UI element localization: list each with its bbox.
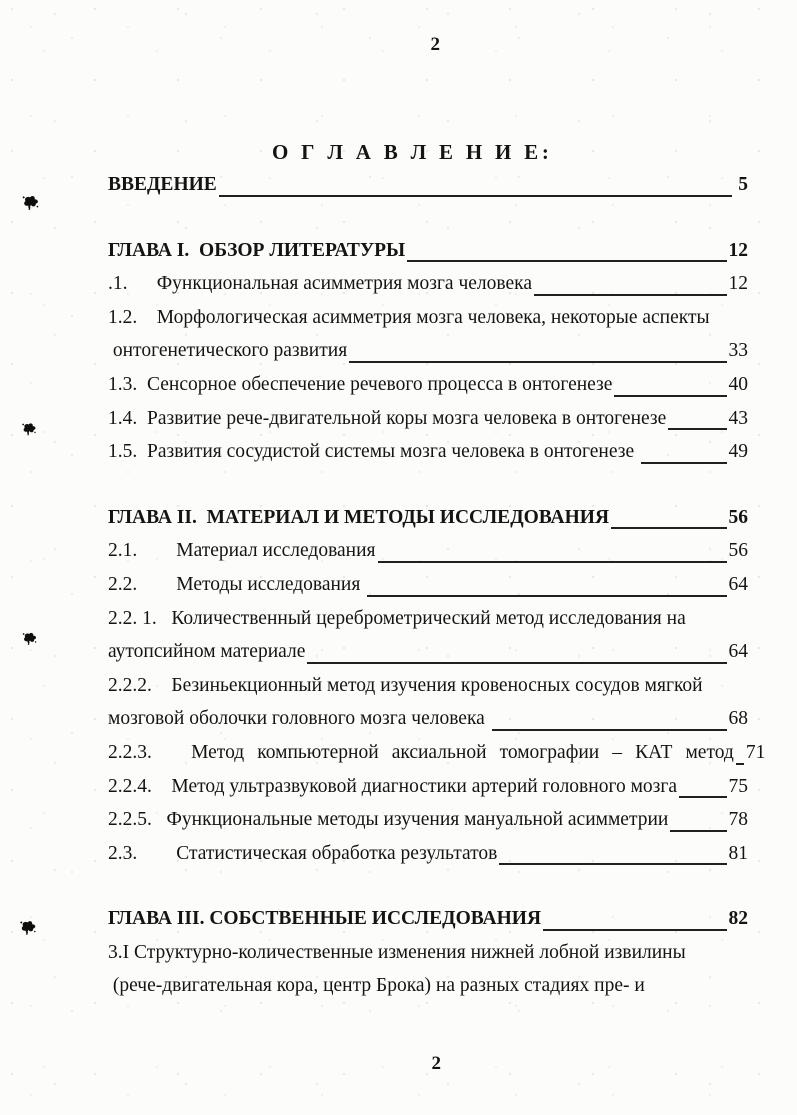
dot-leader-line: [378, 560, 727, 563]
toc-row: [108, 969, 748, 1003]
toc-row: [108, 267, 748, 301]
toc-row-heading: [108, 902, 748, 936]
toc-entry-text: ГЛАВА III. СОБСТВЕННЫЕ ИССЛЕДОВАНИЯ: [108, 908, 542, 930]
toc-page-number: 12: [728, 273, 748, 295]
dot-leader-line: [307, 661, 726, 664]
toc-page-number: 64: [728, 641, 748, 663]
dot-leader-line: [611, 526, 726, 529]
toc-entry-text: 1.3. Сенсорное обеспечение речевого процесса в онтогенезе: [108, 373, 613, 395]
toc-page-number: 56: [728, 506, 748, 528]
dot-leader-line: [367, 594, 726, 597]
toc-entry-text: 1.4. Развитие рече-двигательной коры мозга человека в онтогенезе: [108, 407, 667, 429]
toc-row: [108, 702, 748, 736]
toc-page-number: 71: [745, 741, 766, 763]
toc-page-number: 75: [728, 775, 748, 797]
toc-entry-text: 2.2.4. Метод ультразвуковой диагностики артерий головного мозга: [108, 775, 678, 797]
dot-leader-line: [543, 928, 726, 931]
ink-blot: [20, 420, 39, 437]
toc-entry-text: ГЛАВА I. ОБЗОР ЛИТЕРАТУРЫ: [108, 239, 406, 261]
toc-entry-text: аутопсийном материале: [108, 641, 306, 663]
toc-entry-text: 2.1. Материал исследования: [108, 540, 376, 562]
toc-page-number: 49: [728, 441, 748, 463]
toc-row: [108, 334, 748, 368]
toc-row: [108, 770, 748, 804]
toc-page-number: 78: [728, 809, 748, 831]
toc-entry-text: 2.2. 1. Количественный цереброметрический метод исследования на: [108, 607, 686, 629]
page-title: О Г Л А В Л Е Н И Е:: [272, 140, 553, 164]
toc-row: [108, 936, 748, 970]
toc-page-number: 40: [728, 373, 748, 395]
toc-entry-text: 2.3. Статистическая обработка результатов: [108, 842, 498, 864]
toc-row: [108, 301, 748, 335]
dot-leader-line: [534, 293, 727, 296]
dot-leader-line: [349, 360, 726, 363]
dot-leader-line: [407, 259, 726, 262]
toc-row: [108, 368, 748, 402]
toc-page-number: 64: [728, 573, 748, 595]
toc-page-number: 56: [728, 540, 748, 562]
ink-blot: [20, 192, 42, 212]
dot-leader-line: [492, 728, 727, 731]
toc-page-number: 81: [728, 842, 748, 864]
toc-row: [108, 402, 748, 436]
dot-leader-line: [670, 829, 726, 832]
toc-entry-text: (рече-двигательная кора, центр Брока) на разных стадиях пре- и: [108, 975, 645, 997]
toc-row-heading: [108, 234, 748, 268]
toc-row-heading: [108, 168, 748, 202]
toc-entry-text: 2.2. Методы исследования: [108, 573, 366, 595]
toc-page-number: 82: [728, 908, 748, 930]
dot-leader-line: [614, 394, 726, 397]
toc-row-heading: [108, 501, 748, 535]
toc-entry-text: 2.2.3. Метод компьютерной аксиальной томографии – КАТ метод: [108, 741, 734, 763]
toc-row: [108, 736, 766, 770]
ink-blot: [17, 918, 40, 936]
toc-entry-text: мозговой оболочки головного мозга человека: [108, 708, 490, 730]
dot-leader-line: [641, 461, 727, 464]
toc-entry-text: .1. Функциональная асимметрия мозга человека: [108, 273, 532, 295]
toc-row: [108, 803, 748, 837]
page-number-bottom: 2: [431, 1053, 442, 1074]
toc-page-number: 33: [728, 340, 748, 362]
page-number-top: 2: [430, 34, 441, 55]
toc-row: [108, 635, 748, 669]
table-of-contents: [108, 168, 766, 1003]
toc-entry-text: онтогенетического развития: [108, 340, 348, 362]
toc-entry-text: 1.5. Развития сосудистой системы мозга человека в онтогенезе: [108, 441, 639, 463]
dot-leader-line: [219, 194, 732, 197]
toc-entry-text: ГЛАВА II. МАТЕРИАЛ И МЕТОДЫ ИССЛЕДОВАНИЯ: [108, 506, 610, 528]
toc-entry-text: 1.2. Морфологическая асимметрия мозга человека, некоторые аспекты: [108, 306, 710, 328]
dot-leader-line: [736, 762, 744, 765]
toc-row: [108, 669, 748, 703]
toc-row: [108, 837, 748, 871]
toc-entry-text: 3.I Структурно-количественные изменения нижней лобной извилины: [108, 941, 686, 963]
toc-entry-text: ВВЕДЕНИЕ: [108, 174, 217, 195]
toc-row: [108, 568, 748, 602]
dot-leader-line: [679, 795, 726, 798]
dot-leader-line: [499, 862, 726, 865]
toc-row: [108, 602, 748, 636]
toc-page-number: 43: [728, 407, 748, 429]
ink-blot: [20, 630, 40, 646]
toc-row: [108, 534, 748, 568]
toc-row: [108, 435, 748, 469]
toc-page-number: 68: [728, 708, 748, 730]
toc-entry-text: 2.2.5. Функциональные методы изучения мануальной асимметрии: [108, 809, 669, 831]
dot-leader-line: [668, 427, 726, 430]
toc-entry-text: 2.2.2. Безиньекционный метод изучения кровеносных сосудов мягкой: [108, 674, 703, 696]
toc-page-number: 12: [728, 239, 748, 261]
toc-page-number: 5: [738, 174, 748, 195]
